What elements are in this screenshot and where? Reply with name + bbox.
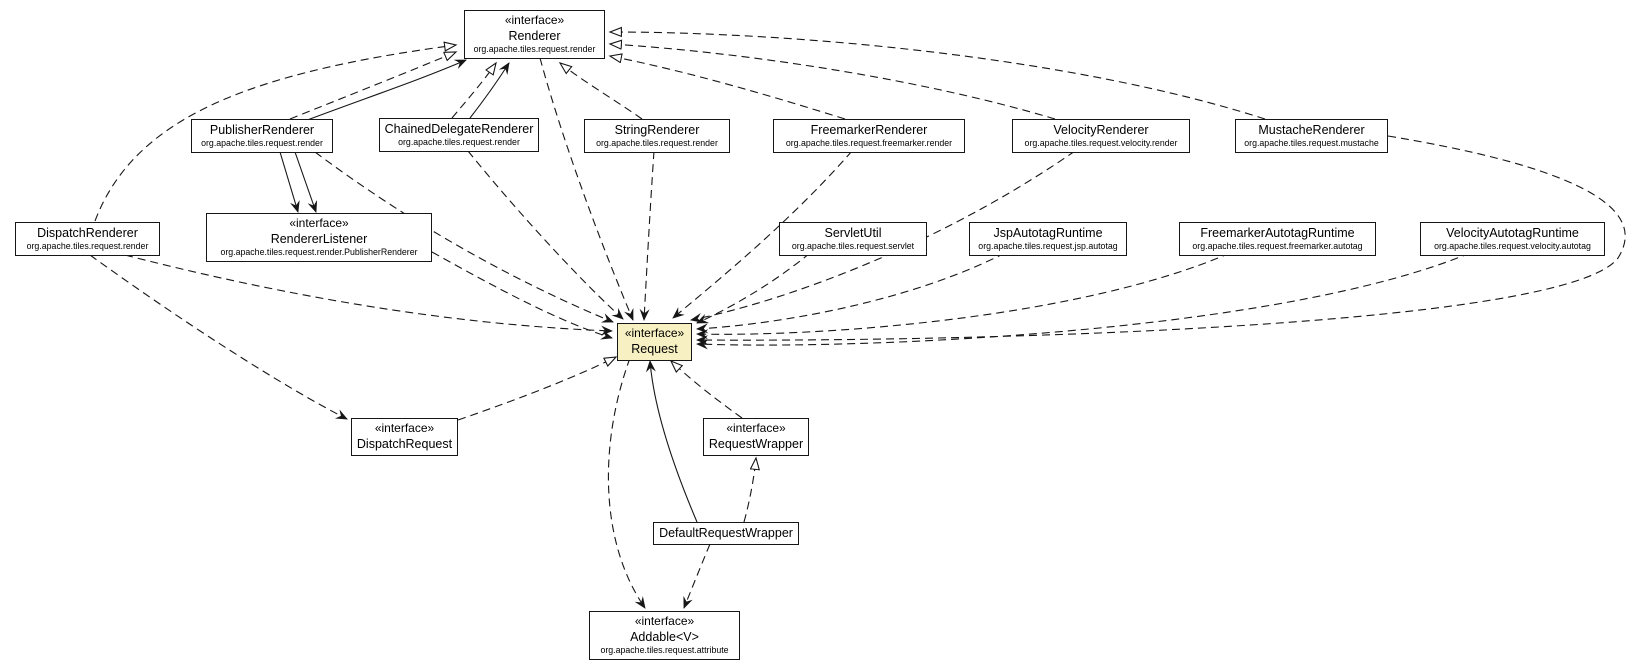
package-label: org.apache.tiles.request.render xyxy=(596,138,718,148)
edge-publisherrenderer-rendererlistener-assoc-2 xyxy=(295,152,316,212)
edge-velocityrenderer-renderer xyxy=(610,44,1055,119)
stereotype-label: «interface» xyxy=(726,421,786,435)
stereotype-label: «interface» xyxy=(289,216,349,230)
class-box-servlet-util[interactable] xyxy=(779,222,927,256)
package-label: org.apache.tiles.request.render xyxy=(398,137,520,147)
class-box-renderer[interactable] xyxy=(464,10,605,59)
package-label: org.apache.tiles.request.velocity.render xyxy=(1024,138,1178,148)
class-name: DispatchRenderer xyxy=(37,226,138,240)
class-box-publisher-renderer[interactable] xyxy=(191,119,333,153)
edge-request-addable xyxy=(608,358,645,608)
class-box-chained-delegate-renderer[interactable] xyxy=(379,118,539,152)
package-label: org.apache.tiles.request.mustache xyxy=(1244,138,1379,148)
class-name: ChainedDelegateRenderer xyxy=(384,122,534,136)
class-name: JspAutotagRuntime xyxy=(993,226,1103,240)
class-box-string-renderer[interactable] xyxy=(584,119,730,153)
class-box-dispatch-renderer[interactable] xyxy=(15,222,160,256)
class-box-renderer-listener[interactable] xyxy=(206,213,432,262)
edge-defaultrequestwrapper-requestwrapper xyxy=(744,458,756,522)
edge-requestwrapper-request xyxy=(671,361,742,418)
class-name: StringRenderer xyxy=(614,123,700,137)
class-box-freemarker-renderer[interactable] xyxy=(773,119,965,153)
edge-defaultrequestwrapper-addable xyxy=(684,544,710,608)
class-name: Request xyxy=(631,342,678,356)
stereotype-label: «interface» xyxy=(374,421,435,435)
package-label: org.apache.tiles.request.freemarker.autotag xyxy=(1192,241,1363,251)
class-box-velocity-renderer[interactable] xyxy=(1012,119,1190,153)
edge-chaineddelegaterenderer-renderer xyxy=(452,63,496,118)
edge-mustacherenderer-renderer xyxy=(610,32,1265,119)
package-label: org.apache.tiles.request.render.PublisherRenderer xyxy=(220,247,418,257)
edge-chaineddelegaterenderer-request xyxy=(468,151,623,319)
package-label: org.apache.tiles.request.attribute xyxy=(600,645,729,655)
class-name: VelocityRenderer xyxy=(1053,123,1149,137)
class-name: PublisherRenderer xyxy=(209,123,315,137)
edge-dispatchrequest-request xyxy=(458,357,616,420)
package-label: org.apache.tiles.request.render xyxy=(26,241,149,251)
class-name: Renderer xyxy=(508,29,561,43)
edge-publisherrenderer-rendererlistener-assoc-1 xyxy=(280,152,298,212)
class-box-request-wrapper[interactable] xyxy=(703,418,809,456)
package-label: org.apache.tiles.request.freemarker.render xyxy=(785,138,953,148)
class-box-mustache-renderer[interactable] xyxy=(1235,119,1388,153)
class-name: Addable<V> xyxy=(630,630,699,644)
stereotype-label: «interface» xyxy=(634,614,695,628)
edge-defaultrequestwrapper-request-assoc xyxy=(650,361,697,522)
edge-jspautotagruntime-request xyxy=(697,253,1005,329)
class-box-dispatch-request[interactable] xyxy=(351,418,458,456)
edge-stringrenderer-request xyxy=(644,151,654,320)
class-name: FreemarkerRenderer xyxy=(810,123,928,137)
class-box-velocity-autotag-runtime[interactable] xyxy=(1420,222,1605,256)
package-label: org.apache.tiles.request.render xyxy=(473,44,596,54)
stereotype-label: «interface» xyxy=(624,326,685,340)
class-name: DispatchRequest xyxy=(356,437,453,451)
class-name: RequestWrapper xyxy=(708,437,804,451)
class-name: ServletUtil xyxy=(824,226,882,240)
package-label: org.apache.tiles.request.jsp.autotag xyxy=(978,241,1118,251)
edge-velocityautotagruntime-request xyxy=(697,253,1470,345)
class-name: FreemarkerAutotagRuntime xyxy=(1200,226,1355,240)
class-name: VelocityAutotagRuntime xyxy=(1446,226,1579,240)
package-label: org.apache.tiles.request.servlet xyxy=(791,241,915,251)
edge-dispatchrenderer-request xyxy=(125,255,612,331)
stereotype-label: «interface» xyxy=(504,13,565,27)
class-name: DefaultRequestWrapper xyxy=(659,526,793,540)
class-box-freemarker-autotag-runtime[interactable] xyxy=(1179,222,1376,256)
class-box-addable[interactable] xyxy=(589,611,740,660)
class-box-jsp-autotag-runtime[interactable] xyxy=(969,222,1127,256)
class-box-request[interactable] xyxy=(617,323,692,361)
class-name: MustacheRenderer xyxy=(1258,123,1365,137)
class-box-default-request-wrapper[interactable] xyxy=(653,522,799,545)
class-name: RendererListener xyxy=(270,232,368,246)
edge-servletutil-request xyxy=(697,253,810,323)
package-label: org.apache.tiles.request.render xyxy=(201,138,323,148)
edge-stringrenderer-renderer xyxy=(560,63,642,119)
edge-publisherrenderer-renderer-assoc xyxy=(302,60,466,122)
edge-dispatchrenderer-dispatchrequest xyxy=(90,255,347,419)
edge-publisherrenderer-renderer xyxy=(290,52,456,119)
edge-renderer-request xyxy=(540,58,633,320)
package-label: org.apache.tiles.request.velocity.autotag xyxy=(1434,241,1591,251)
